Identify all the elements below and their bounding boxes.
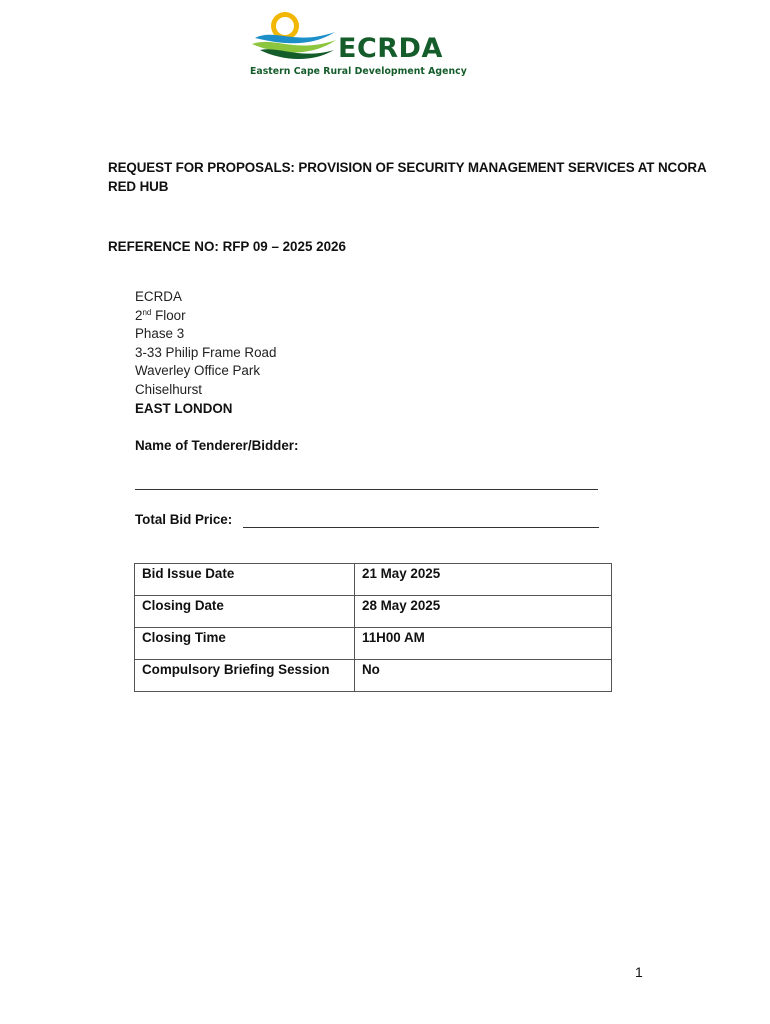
address-line: 3-33 Philip Frame Road <box>135 344 277 360</box>
table-row <box>135 660 612 692</box>
logo-wordmark: ECRDA <box>338 33 443 64</box>
address-line: 2nd Floor <box>135 307 186 323</box>
table-cell-value: 21 May 2025 <box>355 564 612 596</box>
total-bid-label: Total Bid Price: <box>135 512 233 527</box>
table-cell-label: Bid Issue Date <box>135 564 355 596</box>
address-line: Waverley Office Park <box>135 363 261 379</box>
table-cell-value: 28 May 2025 <box>355 596 612 628</box>
table-cell-value: No <box>355 660 612 692</box>
table-row <box>135 596 612 628</box>
address-line: ECRDA <box>135 289 182 304</box>
table-cell-label: Closing Time <box>135 628 355 660</box>
page-number: 1 <box>635 964 643 980</box>
logo-subtitle: Eastern Cape Rural Development Agency <box>250 66 467 77</box>
address-city: EAST LONDON <box>135 400 233 416</box>
logo-emblem-icon <box>250 6 340 66</box>
tenderer-name-label: Name of Tenderer/Bidder: <box>135 438 299 453</box>
address-line: Chiselhurst <box>135 381 202 397</box>
ecrda-logo <box>250 6 467 77</box>
table-row <box>135 628 612 660</box>
tenderer-name-field[interactable] <box>135 489 598 490</box>
table-cell-label: Closing Date <box>135 596 355 628</box>
bid-info-table <box>134 563 612 692</box>
table-cell-label: Compulsory Briefing Session <box>135 660 355 692</box>
reference-number: REFERENCE NO: RFP 09 – 2025 2026 <box>108 239 346 254</box>
total-bid-field[interactable] <box>243 527 599 528</box>
address-line: Phase 3 <box>135 326 185 342</box>
document-title: REQUEST FOR PROPOSALS: PROVISION OF SECURITY MANAGEMENT SERVICES AT NCORA RED HUB <box>108 160 707 194</box>
table-cell-value: 11H00 AM <box>355 628 612 660</box>
table-row <box>135 564 612 596</box>
address-block <box>135 288 276 418</box>
